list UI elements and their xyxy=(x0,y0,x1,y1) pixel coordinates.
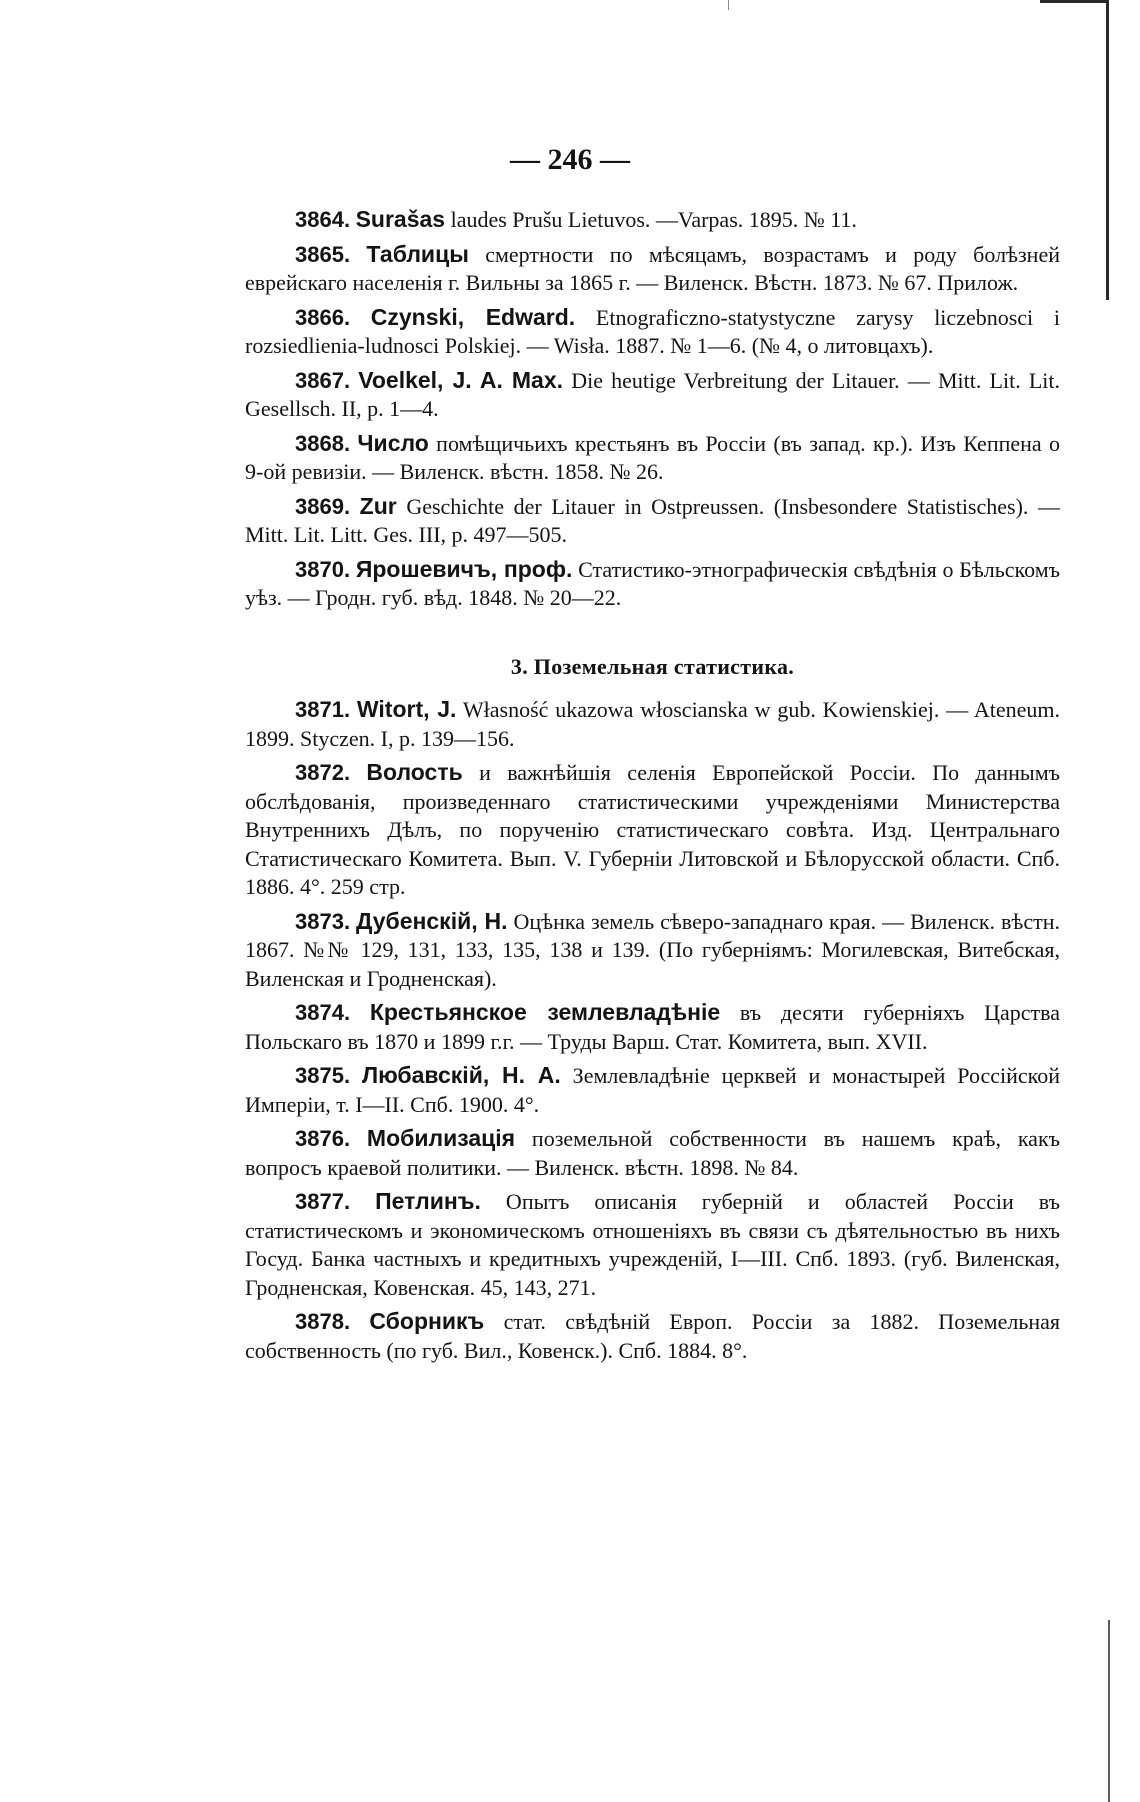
bibliography-entry xyxy=(245,429,1060,487)
scan-edge-right-lower xyxy=(1108,1620,1110,1802)
entry-number: 3866. xyxy=(295,304,351,330)
entry-text: помѣщичьихъ крестьянъ въ Россіи (въ запад. кр.). Изъ Кеппена о 9-ой ревизіи. — Виленск. вѣстн. 1858. № 26. xyxy=(245,430,1060,484)
entry-number: 3864. xyxy=(295,207,351,232)
entry-text: смертности по мѣсяцамъ, возрастамъ и роду болѣзней еврейскаго населенія г. Вильны за 1865 г. — Виленск. Вѣстн. 1873. № 67. Прилож. xyxy=(245,241,1060,295)
entry-keyword: Любавскій, Н. А. xyxy=(361,1062,561,1088)
entry-keyword: Число xyxy=(357,429,429,456)
entry-text: Etnograficzno-statystyczne zarysy liczebnosci i rozsiedlienia-ludnosci Polskiej. — Wisła. 1887. № 1—6. (№ 4, о литовцахъ). xyxy=(245,304,1060,358)
entry-keyword: Петлинъ. xyxy=(375,1188,481,1214)
entry-number: 3865. xyxy=(295,241,351,267)
entry-number: 3868. xyxy=(295,430,351,456)
entry-number: 3872. xyxy=(295,760,351,785)
entry-keyword: Таблицы xyxy=(366,240,469,267)
entry-number: 3878. xyxy=(295,1309,351,1334)
entry-keyword: Сборникъ xyxy=(369,1308,485,1334)
entry-text: Оцѣнка земель сѣверо-западнаго края. — Виленск. вѣстн. 1867. №№ 129, 131, 133, 135, 138 и 139. (По губерніямъ: Могилевская, Витебская, Виленская и Гродненская). xyxy=(245,908,1060,991)
entry-keyword: Zur xyxy=(359,492,397,519)
entry-text: поземельной собственности въ нашемъ краѣ, какъ вопросъ краевой политики. — Виленск. вѣстн. 1898. № 84. xyxy=(245,1126,1061,1180)
bibliography-entry xyxy=(245,1187,1060,1302)
entry-keyword: Волость xyxy=(366,759,463,785)
bibliography-entry xyxy=(245,1307,1060,1365)
bibliography-entry xyxy=(245,1124,1060,1182)
entry-keyword: Мобилизація xyxy=(366,1125,516,1151)
entry-keyword: Surašas xyxy=(355,206,446,232)
entry-number: 3874. xyxy=(295,1000,351,1025)
entry-text: въ десяти губерніяхъ Царства Польскаго въ 1870 и 1899 г.г. — Труды Варш. Стат. Комитета, вып. XVII. xyxy=(245,1000,1060,1054)
entry-text: Geschichte der Litauer in Ostpreussen. (Insbesondere Statistisches). — Mitt. Lit. Litt. Ges. III, p. 497—505. xyxy=(245,493,1061,547)
entry-keyword: Voelkel, J. A. Max. xyxy=(358,366,564,393)
entry-text: laudes Prušu Lietuvos. —Varpas. 1895. № 11. xyxy=(445,207,857,232)
bibliography-entry xyxy=(245,303,1060,361)
bibliography-entry xyxy=(245,205,1060,235)
entry-number: 3867. xyxy=(295,367,351,393)
bibliography-entry xyxy=(245,998,1060,1056)
bibliography-entry xyxy=(245,695,1060,753)
entry-text: Własność ukazowa włoscianska w gub. Kowienskiej. — Ateneum. 1899. Styczen. I, p. 139—156. xyxy=(245,697,1060,751)
entry-number: 3871. xyxy=(295,697,351,722)
bibliography-entry xyxy=(245,907,1060,994)
entry-text: Статистико-этнографическія свѣдѣнія о Бѣльскомъ уѣз. — Гродн. губ. вѣд. 1848. № 20—22. xyxy=(245,556,1060,610)
page-number: — 246 — xyxy=(510,143,630,176)
bibliography-entry xyxy=(245,758,1060,902)
entry-number: 3869. xyxy=(295,493,351,519)
scan-edge-top xyxy=(1040,0,1106,3)
entry-text: Землевладѣніе церквей и монастырей Россійской Имперіи, т. I—II. Спб. 1900. 4°. xyxy=(245,1063,1061,1117)
entry-number: 3873. xyxy=(295,908,351,934)
entry-number: 3870. xyxy=(295,556,351,582)
entries-top xyxy=(245,205,1060,613)
scan-mark xyxy=(728,0,729,10)
entry-number: 3877. xyxy=(295,1189,351,1214)
bibliography-entry xyxy=(245,366,1060,424)
entry-keyword: Ярошевичъ, проф. xyxy=(355,555,573,582)
entry-text: Опытъ описанія губерній и областей Россіи въ статистическомъ и экономическомъ отношеніяхъ въ связи съ дѣятельностью въ нихъ Госуд. Банка частныхъ и кредитныхъ учрежденій, I—III. Спб. 1893. (губ. Виленская, Гродненская, Ковенская. 45, 143, 271. xyxy=(245,1189,1060,1300)
entry-number: 3876. xyxy=(295,1126,351,1151)
entry-keyword: Witort, J. xyxy=(356,696,457,722)
entries-bottom xyxy=(245,695,1060,1365)
bibliography-entry xyxy=(245,555,1060,613)
entry-keyword: Czynski, Edward. xyxy=(370,303,576,330)
bibliography-content xyxy=(245,205,1060,1370)
entry-keyword: Дубенскій, Н. xyxy=(356,907,508,934)
bibliography-entry xyxy=(245,240,1060,298)
entry-number: 3875. xyxy=(295,1063,351,1088)
bibliography-entry xyxy=(245,1061,1060,1119)
entry-keyword: Крестьянское землевладѣніе xyxy=(369,999,721,1025)
entry-text: стат. свѣдѣній Европ. Россіи за 1882. Поземельная собственность (по губ. Вил., Ковенск.). Спб. 1884. 8°. xyxy=(245,1309,1061,1363)
entry-text: Die heutige Verbreitung der Litauer. — Mitt. Lit. Lit. Gesellsch. II, p. 1—4. xyxy=(245,367,1061,421)
section-title: 3. Поземельная статистика. xyxy=(510,653,795,679)
bibliography-entry xyxy=(245,492,1060,550)
entry-text: и важнѣйшія селенія Европейской Россіи. По даннымъ обслѣдованія, произведеннаго статистическими учрежденіями Министерства Внутреннихъ Дѣлъ, по порученію статистическаго совѣта. Изд. Центральнаго Статистическаго Комитета. Вып. V. Губерніи Литовской и Бѣлорусской области. Спб. 1886. 4°. 259 стр. xyxy=(245,760,1061,899)
